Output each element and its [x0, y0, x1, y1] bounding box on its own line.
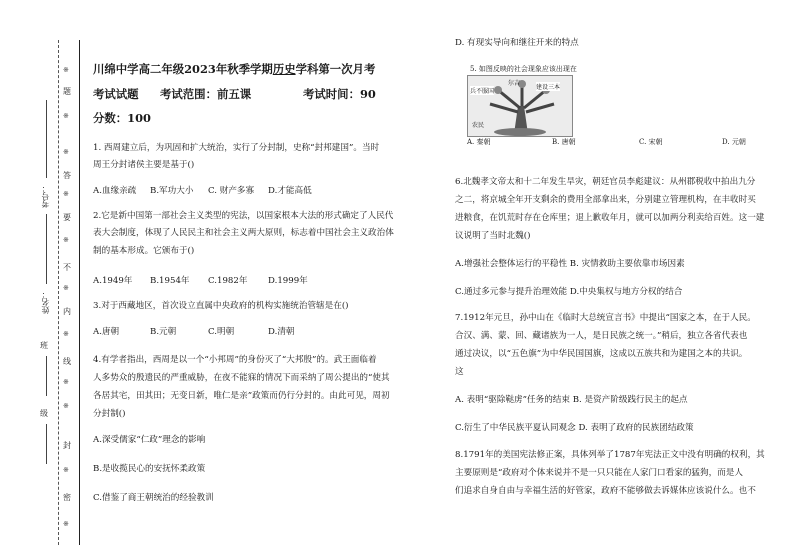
q4-option-b[interactable]: B.是收揽民心的安抚怀柔政策 [93, 464, 206, 474]
q3-option-b[interactable]: B.元朝 [150, 327, 177, 337]
q6-line2: 之二，将京城全年开支剩余的费用全部拿出来，分别建立管理机构，在丰收时买 [455, 195, 756, 205]
seal-star: ※ [63, 148, 69, 156]
kaohao-label: 考号： [41, 184, 50, 208]
q7-options-cd[interactable]: C.衍生了中华民族平夏认同观念 D. 表明了政府的民族团结政策 [455, 423, 694, 433]
seal-mark-yao: 要 [63, 213, 71, 222]
exam-score: 分数：100 [93, 111, 151, 125]
q5-option-c[interactable]: C. 宋朝 [639, 138, 663, 146]
q1-line1: 1. 西周建立后，为巩固和扩大统治，实行了分封制，史称“封邦建国”。当时 [93, 143, 380, 153]
ji-label: 级 [40, 409, 48, 418]
q4-option-a[interactable]: A.深受儒家“仁政”理念的影响 [93, 435, 206, 445]
q1-option-d[interactable]: D.才能高低 [268, 186, 312, 196]
q5-title: 5. 如图反映的社会现象应该出现在 [470, 65, 577, 73]
q3-option-a[interactable]: A.唐朝 [93, 327, 120, 337]
q8-line1: 8.1791年的美国宪法修正案，具体列举了1787年宪法正文中没有明确的权利，其 [455, 450, 765, 460]
ban-field-line[interactable] [46, 356, 47, 396]
seal-star: ※ [63, 466, 69, 474]
xingming-label: 姓名： [41, 290, 50, 314]
seal-star: ※ [63, 402, 69, 410]
q1-option-c[interactable]: C. 财产多寡 [208, 186, 255, 196]
q5-option-a[interactable]: A. 秦朝 [467, 138, 491, 146]
fig-label-top: 尔吉 [508, 80, 521, 87]
q1-option-b[interactable]: B.军功大小 [150, 186, 194, 196]
seal-mark-feng: 封 [63, 441, 71, 450]
kaohao-field-line[interactable] [46, 100, 47, 178]
q7-options-ab[interactable]: A. 表明“驱除鞑虏”任务的结束 B. 是资产阶级践行民主的起点 [455, 395, 688, 405]
exam-title-school: 川绵中学高二年级2023年秋季学期 [93, 62, 273, 76]
xingming-field-line[interactable] [46, 214, 47, 284]
fig-label-bottom: 农民 [472, 122, 485, 129]
q4-line2: 人多势众的殷遗民的严重威胁，在夜不能寐的情况下而采纳了周公提出的“使其 [93, 373, 390, 383]
exam-title-line2-b: 考试范围：前五课 [160, 87, 252, 101]
ban-label: 班 [40, 341, 48, 350]
q8-line2: 主要原则是“政府对个体来说并不是一只只能在人家门口看家的猛狗，而是人 [455, 468, 743, 478]
q6-line4: 议说明了当时北魏() [455, 231, 531, 241]
q7-line3: 通过决议，以“五色旗”为中华民国国旗，这成以五族共和为建国之本的共识。 [455, 349, 748, 359]
q6-line1: 6.北魏孝文帝太和十二年发生旱灾，朝廷官员李彪建议：从州郡税收中拍出九分 [455, 177, 756, 187]
q4-option-c[interactable]: C.借鉴了商王朝统治的经验教训 [93, 493, 214, 503]
exam-title-subject: 历史 [272, 62, 296, 76]
seal-star: ※ [63, 378, 69, 386]
seal-mark-bu: 不 [63, 263, 71, 272]
exam-title-line2-c: 考试时间：90 [303, 87, 376, 101]
seal-mark-da: 答 [63, 171, 71, 180]
q7-line2: 合汉、满、蒙、回、藏诸族为一人，是日民族之统一。”稍后，独立各省代表也 [455, 331, 748, 341]
seal-line-inner [79, 40, 80, 545]
q8-line3: 们追求自身自由与幸福生活的好管家，政府不能够做去诉媒体应该说什么。也不 [455, 486, 756, 496]
exam-title-line1 [93, 62, 375, 76]
seal-star: ※ [63, 112, 69, 120]
q2-line2: 表大会制度，体现了人民民主和社会主义两大原则，标志着中国社会主义政治体 [93, 228, 394, 238]
seal-star: ※ [63, 330, 69, 338]
q5-figure [467, 75, 573, 137]
q4-line3: 各居其宅，田其田；无变日新，唯仁是亲”政策而仍行分封的。由此可见，周初 [93, 391, 390, 401]
q2-option-c[interactable]: C.1982年 [208, 276, 248, 286]
q6-options-ab[interactable]: A.增强社会整体运行的平稳性 B. 灾情救助主要依靠市场因素 [455, 259, 685, 269]
q2-option-a[interactable]: A.1949年 [93, 276, 133, 286]
seal-mark-xian: 线 [63, 357, 71, 366]
ji-field-line[interactable] [46, 424, 47, 464]
q4-option-d[interactable]: D. 有现实导向和继往开来的特点 [455, 38, 579, 48]
q3-option-d[interactable]: D.清朝 [268, 327, 295, 337]
seal-star: ※ [63, 520, 69, 528]
q3-line1: 3.对于西藏地区，首次设立直属中央政府的机构实施统治管辖是在() [93, 301, 349, 311]
seal-star: ※ [63, 284, 69, 292]
q2-option-d[interactable]: D.1999年 [268, 276, 308, 286]
fig-label-left: 兵不服国 [470, 88, 495, 95]
q2-option-b[interactable]: B.1954年 [150, 276, 190, 286]
seal-mark-nei: 内 [63, 307, 71, 316]
q7-line4: 这 [455, 367, 464, 377]
seal-mark-mi: 密 [63, 493, 71, 502]
q1-option-a[interactable]: A.血缘亲疏 [93, 186, 137, 196]
fig-label-right: 建设三本 [536, 84, 561, 91]
q6-options-cd[interactable]: C.通过多元参与提升治理效能 D.中央集权与地方分权的结合 [455, 287, 683, 297]
q3-option-c[interactable]: C.明朝 [208, 327, 235, 337]
q6-line3: 进粮食，在饥荒时存在仓库里；退上歉收年月，就可以加两分利卖给百姓。这一建 [455, 213, 765, 223]
seal-star: ※ [63, 236, 69, 244]
q5-option-b[interactable]: B. 唐朝 [552, 138, 576, 146]
exam-title-line2-a: 考试试题 [93, 87, 139, 101]
seal-star: ※ [63, 190, 69, 198]
seal-star: ※ [63, 66, 69, 74]
q4-line1: 4.有学者指出，西周是以一个“小邦周”的身份灭了“大邦殷”的。武王面临着 [93, 355, 377, 365]
seal-mark-ti: 题 [63, 87, 71, 96]
seal-dashed-line-outer [58, 40, 59, 545]
q2-line1: 2.它是新中国第一部社会主义类型的宪法，以国家根本大法的形式确定了人民代 [93, 211, 394, 221]
q1-line2: 周王分封诸侯主要是基于() [93, 160, 195, 170]
q4-line4: 分封制() [93, 409, 126, 419]
q2-line3: 制的基本形成。它颁布于() [93, 246, 195, 256]
q7-line1: 7.1912年元旦，孙中山在《临时大总统宣言书》中提出“国家之本，在于人民。 [455, 313, 756, 323]
q5-option-d[interactable]: D. 元朝 [722, 138, 746, 146]
exam-title-suffix: 学科第一次月考 [295, 62, 376, 76]
